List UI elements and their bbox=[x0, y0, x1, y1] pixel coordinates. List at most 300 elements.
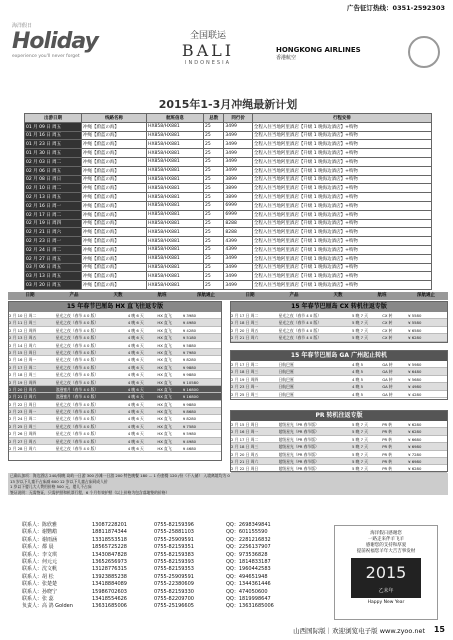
table-cell: 02 月 16 日 周一 bbox=[25, 201, 82, 210]
table-cell: HX858/HX881 bbox=[147, 263, 204, 272]
pr-banner: PR 转机往返专版 bbox=[231, 411, 447, 421]
cell: GA 转 bbox=[382, 384, 393, 390]
cell: HX 直飞 bbox=[157, 379, 172, 385]
cell: 2 月 28 日 周六 bbox=[9, 446, 37, 452]
table-cell: 02 月 08 日 周日 bbox=[25, 175, 82, 184]
hx-section bbox=[8, 301, 222, 461]
table-cell: HX858/HX881 bbox=[147, 131, 204, 140]
contact-cell: QQ：973536828 bbox=[226, 551, 268, 558]
table-cell: 全程入住当地阿里酒店【升级 1 晚海边酒店】+购物 bbox=[252, 254, 431, 263]
cell: PR 转 bbox=[382, 466, 393, 472]
cell: 星光之夜（春节 4 0 版） bbox=[55, 401, 99, 407]
list-item bbox=[9, 423, 221, 430]
cell: ¥ 9880 bbox=[182, 372, 197, 378]
cell: 星光之夜（春节 4 0 版） bbox=[55, 372, 99, 378]
cell: ¥ 4680 bbox=[182, 446, 197, 452]
cell: 2 月 20 日 周五 bbox=[231, 451, 259, 457]
cell: 2 月 21 日 周六 bbox=[231, 335, 259, 341]
cell: 4 晚 6 天 bbox=[127, 372, 144, 378]
list-item bbox=[9, 393, 221, 400]
contact-cell: 联系人：谢鹦鹉 bbox=[22, 529, 58, 536]
contact-cell: 13087228201 bbox=[92, 522, 127, 528]
cell: 5 晚 7 天 bbox=[351, 335, 368, 341]
table-cell: 25 bbox=[204, 157, 224, 166]
cell: 2 月 23 日 周一 bbox=[231, 384, 259, 390]
table-cell: HX858/HX881 bbox=[147, 254, 204, 263]
contact-cell: 联系人：陈欣雅 bbox=[22, 522, 58, 528]
cell: HX 直飞 bbox=[157, 446, 172, 452]
list-item bbox=[231, 436, 447, 443]
top-bar bbox=[0, 0, 453, 14]
cell: ¥ 6480 bbox=[408, 369, 422, 375]
cell: ¥ 6980 bbox=[408, 444, 422, 450]
cell: ¥ 5980 bbox=[182, 431, 197, 437]
cell: 2 月 27 日 周五 bbox=[9, 438, 37, 444]
cell: 4 晚 6 天 bbox=[127, 320, 144, 326]
cell: 2 月 25 日 周三 bbox=[9, 423, 37, 429]
table-cell: 02 月 03 日 周二 bbox=[25, 157, 82, 166]
table-cell: 25 bbox=[204, 193, 224, 202]
contact-row bbox=[22, 574, 322, 581]
cell: ¥ 6280 bbox=[408, 466, 422, 472]
table-row bbox=[25, 175, 432, 184]
cell: 星光之夜（春节 4 0 版） bbox=[55, 357, 99, 363]
table-cell: 25 bbox=[204, 272, 224, 281]
cell: 超级星光（PR 春节版） bbox=[278, 422, 319, 427]
table-header: 线路名称 bbox=[81, 114, 146, 123]
contact-row bbox=[22, 566, 322, 573]
table-cell: 03 月 20 日 周五 bbox=[25, 281, 82, 290]
list-item bbox=[9, 364, 221, 371]
cell: 2 月 12 日 周四 bbox=[9, 327, 37, 333]
cell: GA 转 bbox=[382, 362, 393, 367]
table-cell: 8288 bbox=[224, 228, 252, 237]
ad-line: 提前祝福您羊年大吉吉事发财 bbox=[356, 549, 416, 554]
cell: HX 直飞 bbox=[157, 394, 172, 400]
contact-row bbox=[22, 529, 322, 536]
column-header: 航班 bbox=[157, 293, 167, 298]
table-cell: 02 月 27 日 周五 bbox=[25, 254, 82, 263]
table-cell: 25 bbox=[204, 131, 224, 140]
cell: 2 月 13 日 周五 bbox=[9, 335, 37, 341]
contact-cell: 13318553518 bbox=[92, 536, 127, 543]
cell: 4 晚 6 天 bbox=[127, 357, 144, 363]
note-line: 13 岁以下儿童不占床减 600 12 岁以下儿童占床同成人价 bbox=[10, 478, 108, 484]
holiday-name: Holiday bbox=[12, 29, 98, 54]
cell: HX 直飞 bbox=[157, 409, 172, 415]
contact-cell: 联系人：胡 松 bbox=[22, 573, 54, 580]
table-cell: 全程入住当地阿里酒店【升级 1 晚海边酒店】+购物 bbox=[252, 184, 431, 193]
cell: 超级星光（PR 春节版） bbox=[278, 444, 319, 450]
list-item bbox=[9, 356, 221, 363]
contact-row bbox=[22, 581, 322, 588]
table-cell: 3499 bbox=[224, 131, 252, 140]
table-cell: HX858/HX881 bbox=[147, 122, 204, 131]
note-line: 签证说明：无需签证，只需护照和机票行程，6 个月有效护照（以上价格为包含落地签的价格） bbox=[10, 489, 170, 495]
contact-cell: 联系人：沈文帆 bbox=[22, 566, 58, 573]
cell: 4 晚 5 bbox=[351, 362, 363, 367]
cell: 浪漫蜜月（春节 4 0 版） bbox=[55, 394, 99, 400]
table-cell: 冲绳【蔚蓝の海】 bbox=[81, 193, 146, 202]
table-cell: HX858/HX881 bbox=[147, 245, 204, 254]
table-cell: HX858/HX881 bbox=[147, 272, 204, 281]
table-cell: 6999 bbox=[224, 201, 252, 210]
table-cell: 冲绳【蔚蓝の海】 bbox=[81, 254, 146, 263]
cell: 4 晚 6 天 bbox=[127, 416, 144, 422]
list-item bbox=[9, 349, 221, 356]
table-cell: 25 bbox=[204, 245, 224, 254]
cell: 星光之夜（春节 4 0 版） bbox=[55, 423, 99, 429]
column-header: 产品 bbox=[289, 293, 299, 298]
list-item bbox=[9, 334, 221, 341]
list-item bbox=[231, 312, 447, 319]
cell: 星光之夜（春节 4 0 版） bbox=[55, 313, 99, 318]
ad-en: Happy New Year bbox=[367, 600, 405, 605]
table-row bbox=[25, 228, 432, 237]
list-item bbox=[231, 383, 447, 390]
table-cell: 02 月 10 日 周二 bbox=[25, 184, 82, 193]
cell: 5 晚 7 天 bbox=[351, 458, 368, 464]
table-cell: 02 月 21 日 周六 bbox=[25, 228, 82, 237]
note-line: 1 岁以下婴儿大人费用价格 500 元，婴儿不占床 bbox=[10, 484, 92, 489]
cell: 2 月 19 日 周四 bbox=[9, 379, 37, 385]
table-cell: 4399 bbox=[224, 237, 252, 246]
table-cell: HX858/HX881 bbox=[147, 210, 204, 219]
cell: 4 晚 6 天 bbox=[127, 431, 144, 437]
cell: 5 晚 7 天 bbox=[351, 451, 368, 457]
cell: ¥ 5580 bbox=[408, 320, 422, 326]
table-row bbox=[25, 122, 432, 131]
list-item bbox=[231, 376, 447, 383]
table-row bbox=[25, 193, 432, 202]
cell: ¥ 4280 bbox=[182, 327, 197, 333]
cell: 4 晚 6 天 bbox=[127, 386, 144, 392]
table-header: 同行价 bbox=[224, 114, 252, 123]
table-cell: HX858/HX881 bbox=[147, 166, 204, 175]
contact-cell: 联系人：谢雨涵 bbox=[22, 536, 58, 543]
table-row bbox=[25, 184, 432, 193]
table-cell: 全程入住当地阿里酒店【升级 1 晚海边酒店】+购物 bbox=[252, 263, 431, 272]
cell: PR 转 bbox=[382, 444, 393, 450]
cell: ¥ 8280 bbox=[182, 416, 197, 422]
cell: CX 转 bbox=[382, 313, 393, 318]
table-cell: 全程入住当地阿里酒店【升级 1 晚海边酒店】+购物 bbox=[252, 237, 431, 246]
contact-row bbox=[22, 589, 322, 596]
table-cell: 全程入住当地阿里酒店【升级 1 晚海边酒店】+购物 bbox=[252, 193, 431, 202]
cell: 2 月 18 日 周三 bbox=[231, 320, 259, 326]
table-cell: 25 bbox=[204, 175, 224, 184]
contact-cell: QQ：2281216832 bbox=[226, 536, 271, 543]
contact-cell: QQ：1344361446 bbox=[226, 581, 271, 588]
table-cell: 全程入住当地阿里酒店【升级 1 晚海边酒店】+购物 bbox=[252, 166, 431, 175]
table-cell: 3499 bbox=[224, 281, 252, 290]
cell: 2 月 25 日 周三 bbox=[231, 391, 259, 397]
cell: ¥ 8680 bbox=[182, 409, 197, 415]
cell: ¥ 6280 bbox=[408, 422, 422, 427]
table-header: 行程安排 bbox=[252, 114, 431, 123]
cell: 日航巴厘 bbox=[278, 369, 294, 375]
contact-cell: 0755-22380609 bbox=[154, 581, 194, 588]
table-cell: 6999 bbox=[224, 210, 252, 219]
list-item bbox=[9, 415, 221, 422]
cell: ¥ 6280 bbox=[408, 429, 422, 435]
contact-cell: 13128776315 bbox=[92, 566, 127, 573]
bali-cn: 全国联运 bbox=[189, 31, 226, 41]
cell: ¥ 3980 bbox=[182, 313, 197, 318]
cell: 4 晚 5 bbox=[351, 376, 363, 382]
contacts-list bbox=[22, 522, 322, 611]
contact-cell: 18565725228 bbox=[92, 544, 127, 551]
cell: HX 直飞 bbox=[157, 431, 172, 437]
table-cell: 3899 bbox=[224, 184, 252, 193]
cell: 5 晚 7 天 bbox=[351, 320, 368, 326]
table-cell: 25 bbox=[204, 140, 224, 149]
table-cell: 全程入住当地阿里酒店【升级 1 晚海边酒店】+购物 bbox=[252, 157, 431, 166]
cell: ¥ 6580 bbox=[408, 327, 422, 333]
table-cell: 全程入住当地阿里酒店【升级 1 晚海边酒店】+购物 bbox=[252, 245, 431, 254]
table-cell: 02 月 19 日 周四 bbox=[25, 219, 82, 228]
cell: 星光之夜（春节 4 0 版） bbox=[55, 431, 99, 437]
cell: 4 晚 6 天 bbox=[127, 349, 144, 355]
cell: ¥ 16800 bbox=[182, 394, 199, 400]
table-cell: 冲绳【蔚蓝の海】 bbox=[81, 263, 146, 272]
cell: ¥ 10580 bbox=[182, 379, 199, 385]
cell: 超级星光（PR 春节版） bbox=[278, 436, 319, 442]
contact-cell: 13631685006 bbox=[92, 603, 127, 610]
list-item bbox=[9, 445, 221, 452]
table-cell: 全程入住当地阿里酒店【升级 1 晚海边酒店】+购物 bbox=[252, 228, 431, 237]
table-cell: HX858/HX881 bbox=[147, 175, 204, 184]
cell: ¥ 16800 bbox=[182, 386, 199, 392]
cell: ¥ 6980 bbox=[408, 458, 422, 464]
cell: 星光之夜（春节 4 0 版） bbox=[55, 416, 99, 422]
contact-cell: 0755-25196605 bbox=[154, 603, 194, 610]
table-cell: 3499 bbox=[224, 149, 252, 158]
cell: ¥ 4980 bbox=[182, 320, 197, 326]
table-cell: 25 bbox=[204, 263, 224, 272]
cell: ¥ 5180 bbox=[182, 335, 197, 341]
cell: 日航巴厘 bbox=[278, 362, 294, 367]
cell: HX 直飞 bbox=[157, 438, 172, 444]
list-item bbox=[9, 319, 221, 326]
cell: 4 晚 5 bbox=[351, 384, 363, 390]
bali-sub: INDONESIA bbox=[185, 60, 231, 66]
list-item bbox=[231, 443, 447, 450]
cell: 超级星光（PR 春节版） bbox=[278, 466, 319, 472]
pr-section bbox=[230, 410, 448, 472]
cell: ¥ 7980 bbox=[182, 349, 197, 355]
cell: 2 月 20 日 周五 bbox=[231, 327, 259, 333]
cx-section bbox=[230, 301, 448, 343]
hk-en: HONGKONG AIRLINES bbox=[276, 46, 361, 54]
table-row bbox=[25, 166, 432, 175]
table-cell: 冲绳【蔚蓝の海】 bbox=[81, 228, 146, 237]
contact-cell: 联系人：孙晓宁 bbox=[22, 588, 58, 595]
cell: 2 月 19 日 周四 bbox=[231, 376, 259, 382]
cell: 2 月 24 日 周二 bbox=[9, 416, 37, 422]
contact-cell: QQ：1819998647 bbox=[226, 595, 271, 602]
cell: HX 直飞 bbox=[157, 320, 172, 326]
contact-row bbox=[22, 552, 322, 559]
contact-cell: 0755-82159393 bbox=[154, 558, 194, 565]
cell: 2 月 23 日 周一 bbox=[9, 409, 37, 415]
hk-cn: 香港航空 bbox=[276, 55, 297, 61]
contact-cell: QQ：2698349841 bbox=[226, 522, 271, 528]
table-row bbox=[25, 281, 432, 290]
cell: 星光之夜（春节 4 0 版） bbox=[278, 313, 322, 318]
table-cell: 02 月 06 日 周五 bbox=[25, 166, 82, 175]
table-cell: HX858/HX881 bbox=[147, 219, 204, 228]
cx-banner: 15 年春节巴厘岛 CX 转机往返专版 bbox=[231, 302, 447, 312]
column-header: 日期 bbox=[25, 293, 35, 298]
cell: 4 晚 6 天 bbox=[127, 313, 144, 318]
table-cell: 全程入住当地阿里酒店【升级 1 晚海边酒店】+购物 bbox=[252, 210, 431, 219]
cell: 4 晚 5 bbox=[351, 391, 363, 397]
ad-year: 2015 bbox=[365, 563, 407, 582]
table-cell: 03 月 13 日 周五 bbox=[25, 272, 82, 281]
contact-row bbox=[22, 544, 322, 551]
cell: 2 月 18 日 周三 bbox=[231, 369, 259, 375]
table-cell: 3499 bbox=[224, 166, 252, 175]
list-item bbox=[231, 361, 447, 368]
column-header: 天数 bbox=[113, 293, 123, 298]
cell: ¥ 5680 bbox=[408, 376, 422, 382]
table-cell: 冲绳【蔚蓝の海】 bbox=[81, 272, 146, 281]
ad-hotline: 广告征订热线：0351-2592303 bbox=[347, 4, 445, 12]
list-item bbox=[9, 371, 221, 378]
cell: 2 月 17 日 周二 bbox=[231, 313, 259, 318]
cell: 4 晚 6 天 bbox=[127, 401, 144, 407]
table-cell: 25 bbox=[204, 281, 224, 290]
cell: 2 月 26 日 周四 bbox=[9, 431, 37, 437]
contact-cell: 0755-82159396 bbox=[154, 522, 194, 528]
cell: ¥ 7580 bbox=[182, 423, 197, 429]
table-header: 出游日期 bbox=[25, 114, 82, 123]
table-header: 航班信息 bbox=[147, 114, 204, 123]
holiday-tagline: experience you'll never forget bbox=[12, 54, 80, 59]
cell: ¥ 6280 bbox=[408, 335, 422, 341]
contact-row bbox=[22, 559, 322, 566]
cell: 2 月 16 日 周一 bbox=[9, 357, 37, 363]
list-item bbox=[231, 334, 447, 341]
contact-cell: QQ：13631685006 bbox=[226, 603, 274, 610]
table-cell: 02 月 24 日 周二 bbox=[25, 245, 82, 254]
contact-cell: QQ：1814833187 bbox=[226, 558, 271, 565]
contact-cell: 0755-82159353 bbox=[154, 566, 194, 573]
cell: 星光之夜（春节 4 0 版） bbox=[55, 349, 99, 355]
holiday-logo bbox=[12, 22, 142, 82]
cell: PR 转 bbox=[382, 422, 393, 427]
cell: 5 晚 7 天 bbox=[351, 429, 368, 435]
logo-strip bbox=[8, 18, 448, 94]
list-item bbox=[9, 312, 221, 319]
table-cell: 25 bbox=[204, 201, 224, 210]
cell: 5 晚 7 天 bbox=[351, 436, 368, 442]
contact-cell: 13923885238 bbox=[92, 573, 127, 580]
contact-cell: 15986702603 bbox=[92, 588, 127, 595]
table-cell: 冲绳【蔚蓝の海】 bbox=[81, 201, 146, 210]
cell: ¥ 9880 bbox=[182, 401, 197, 407]
cell: 2 月 15 日 周日 bbox=[9, 349, 37, 355]
bali-logo bbox=[158, 28, 258, 66]
cell: 日航巴厘 bbox=[278, 391, 294, 397]
cell: HX 直飞 bbox=[157, 401, 172, 407]
table-cell: 冲绳【蔚蓝の海】 bbox=[81, 149, 146, 158]
year-graphic bbox=[351, 558, 421, 598]
list-item bbox=[9, 379, 221, 386]
contact-cell: QQ：474050600 bbox=[226, 588, 268, 595]
cell: HX 直飞 bbox=[157, 349, 172, 355]
list-item bbox=[231, 465, 447, 472]
table-cell: 全程入住当地阿里酒店【升级 1 晚海边酒店】+购物 bbox=[252, 140, 431, 149]
cell: 5 晚 7 天 bbox=[351, 466, 368, 472]
table-cell: 4399 bbox=[224, 245, 252, 254]
cell: 2 月 21 日 周六 bbox=[231, 458, 259, 464]
table-cell: 3499 bbox=[224, 272, 252, 281]
cell: ¥ 4280 bbox=[408, 391, 422, 397]
table-row bbox=[25, 140, 432, 149]
table-cell: 03 月 06 日 周五 bbox=[25, 263, 82, 272]
cell: HX 直飞 bbox=[157, 327, 172, 333]
table-cell: 全程入住当地阿里酒店【升级 1 晚海边酒店】+购物 bbox=[252, 175, 431, 184]
list-item bbox=[9, 430, 221, 437]
table-cell: 25 bbox=[204, 254, 224, 263]
cell: ¥ 4980 bbox=[408, 384, 422, 390]
cell: 星光之夜（春节 4 0 版） bbox=[278, 320, 322, 326]
cell: 2 月 10 日 周二 bbox=[9, 313, 37, 318]
bali-table-header bbox=[8, 292, 448, 300]
contact-cell: 0755-25881103 bbox=[154, 529, 194, 536]
table-cell: 25 bbox=[204, 237, 224, 246]
table-cell: 3499 bbox=[224, 254, 252, 263]
table-row bbox=[25, 237, 432, 246]
cell: 5 晚 7 天 bbox=[351, 313, 368, 318]
cell: PR 转 bbox=[382, 436, 393, 442]
cell: ¥ 6680 bbox=[408, 436, 422, 442]
cell: ¥ 9880 bbox=[182, 364, 197, 370]
ga-banner: 15 年春节巴厘岛 GA 广州起止转机 bbox=[231, 351, 447, 361]
cell: HX 直飞 bbox=[157, 342, 172, 348]
table-cell: 02 月 17 日 周二 bbox=[25, 210, 82, 219]
hk-airlines-logo bbox=[276, 46, 361, 61]
table-cell: 25 bbox=[204, 219, 224, 228]
cell: 星光之夜（春节 4 0 版） bbox=[55, 409, 99, 415]
column-header: 日期 bbox=[245, 293, 255, 298]
column-header: 深航通止 bbox=[417, 293, 435, 298]
table-cell: 25 bbox=[204, 210, 224, 219]
cell: 星光之夜（春节 4 0 版） bbox=[278, 327, 322, 333]
list-item bbox=[231, 421, 447, 428]
emblem-icon bbox=[408, 36, 440, 68]
cell: HX 直飞 bbox=[157, 416, 172, 422]
table-cell: 25 bbox=[204, 166, 224, 175]
table-cell: 02 月 13 日 周五 bbox=[25, 193, 82, 202]
cell: CX 转 bbox=[382, 335, 393, 341]
contact-cell: 0755-25909591 bbox=[154, 536, 194, 543]
column-header: 天数 bbox=[333, 293, 343, 298]
cell: 星光之夜（春节 4 0 版） bbox=[55, 335, 99, 341]
table-cell: 冲绳【蔚蓝の海】 bbox=[81, 281, 146, 290]
contact-cell: 联系人：都 晨 bbox=[22, 544, 54, 551]
table-cell: 冲绳【蔚蓝の海】 bbox=[81, 219, 146, 228]
table-cell: HX858/HX881 bbox=[147, 228, 204, 237]
table-row bbox=[25, 210, 432, 219]
cell: 星光之夜（春节 4 0 版） bbox=[55, 438, 99, 444]
cell: 星光之夜（春节 4 0 版） bbox=[55, 320, 99, 326]
notes bbox=[8, 473, 448, 495]
cell: 2 月 21 日 周六 bbox=[9, 394, 37, 400]
cell: HX 直飞 bbox=[157, 423, 172, 429]
